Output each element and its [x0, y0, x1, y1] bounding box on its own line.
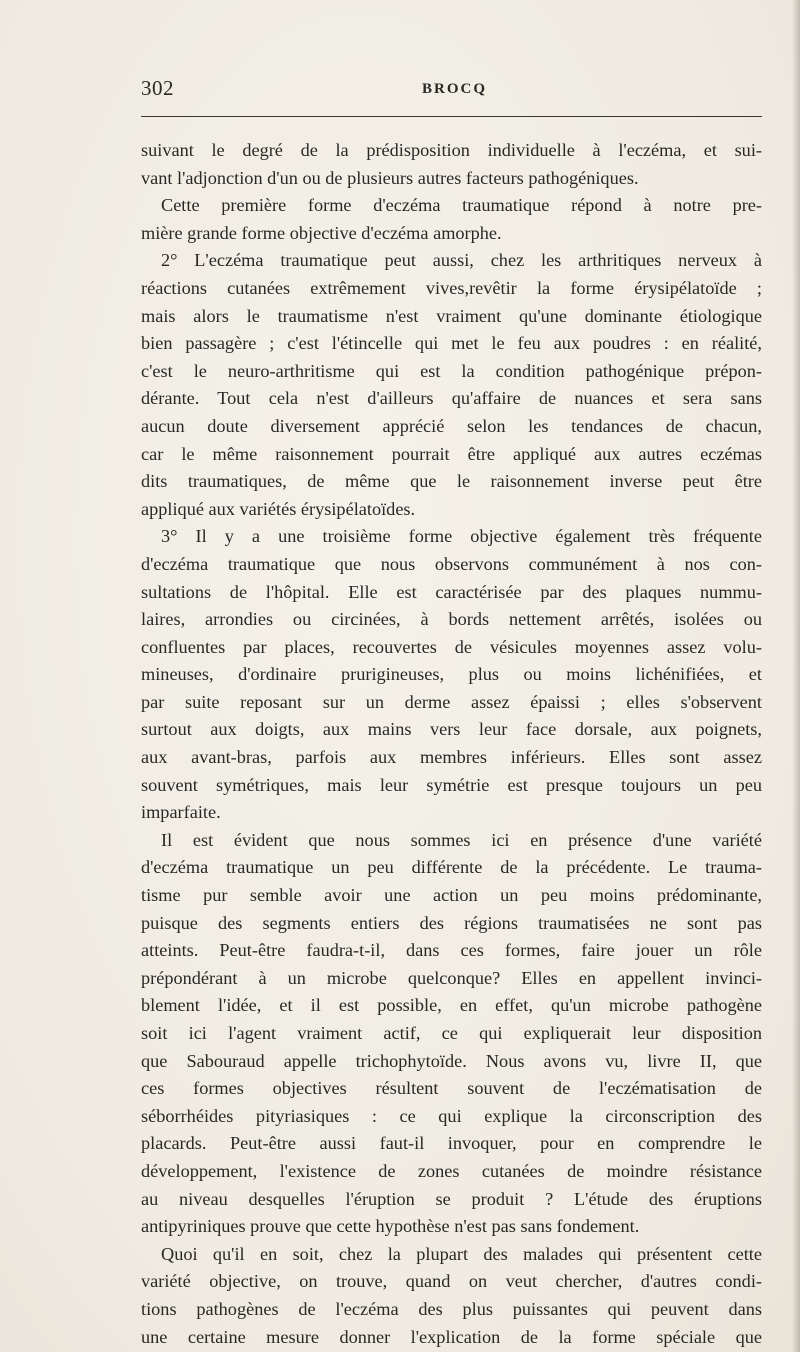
- page-number: 302: [141, 76, 174, 100]
- text-line: par suite reposant sur un derme assez épaissi ; elles s'observent: [141, 691, 762, 712]
- page-edge-shadow: [792, 0, 800, 1352]
- text-line: c'est le neuro-arthritisme qui est la condition pathogénique prépon-: [141, 360, 762, 381]
- text-line: séborrhéides pityriasiques : ce qui explique la circonscription des: [141, 1105, 762, 1126]
- text-line: mière grande forme objective d'eczéma amorphe.: [141, 222, 502, 243]
- page-header: [141, 76, 762, 106]
- text-line: d'eczéma traumatique que nous observons communément à nos con-: [141, 553, 762, 574]
- text-line: blement l'idée, et il est possible, en effet, qu'un microbe pathogène: [141, 995, 762, 1016]
- text-line: d'eczéma traumatique un peu différente de la précédente. Le trauma-: [141, 857, 762, 878]
- body-text: [141, 137, 762, 1351]
- text-line: mais alors le traumatisme n'est vraiment qu'une dominante étiologique: [141, 305, 762, 326]
- text-line: souvent symétriques, mais leur symétrie est presque toujours un peu: [141, 774, 762, 795]
- text-line: variété objective, on trouve, quand on veut chercher, d'autres condi-: [141, 1271, 762, 1292]
- text-line: surtout aux doigts, aux mains vers leur face dorsale, aux poignets,: [141, 719, 762, 740]
- text-line: puisque des segments entiers des régions traumatisées ne sont pas: [141, 912, 762, 933]
- text-line: au niveau desquelles l'éruption se produit ? L'étude des éruptions: [141, 1188, 762, 1209]
- text-line: antipyriniques prouve que cette hypothèse n'est pas sans fondement.: [141, 1216, 640, 1237]
- text-line: réactions cutanées extrêmement vives,revêtir la forme érysipélatoïde ;: [141, 277, 762, 298]
- text-line: Il est évident que nous sommes ici en présence d'une variété: [161, 829, 762, 850]
- text-line: dits traumatiques, de même que le raisonnement inverse peut être: [141, 471, 762, 492]
- text-line: prépondérant à un microbe quelconque? Elles en appellent invinci-: [141, 967, 762, 988]
- text-line: laires, arrondies ou circinées, à bords nettement arrêtés, isolées ou: [141, 609, 762, 630]
- text-line: imparfaite.: [141, 802, 221, 823]
- text-line: Cette première forme d'eczéma traumatique répond à notre pre-: [161, 195, 762, 216]
- header-rule: [141, 116, 762, 117]
- text-line: 3° Il y a une troisième forme objective également très fréquente: [161, 526, 762, 547]
- text-line: dérante. Tout cela n'est d'ailleurs qu'affaire de nuances et sera sans: [141, 388, 762, 409]
- text-line: tions pathogènes de l'eczéma des plus puissantes qui peuvent dans: [141, 1298, 762, 1319]
- text-line: Quoi qu'il en soit, chez la plupart des malades qui présentent cette: [161, 1243, 762, 1264]
- text-line: mineuses, d'ordinaire prurigineuses, plus ou moins lichénifiées, et: [141, 664, 762, 685]
- text-line: confluentes par places, recouvertes de vésicules moyennes assez volu-: [141, 636, 762, 657]
- text-line: vant l'adjonction d'un ou de plusieurs autres facteurs pathogéniques.: [141, 167, 639, 188]
- text-line: tisme pur semble avoir une action un peu moins prédominante,: [141, 885, 762, 906]
- running-head: BROCQ: [422, 81, 488, 97]
- text-line: 2° L'eczéma traumatique peut aussi, chez les arthritiques nerveux à: [161, 250, 762, 271]
- text-line: aucun doute diversement apprécié selon les tendances de chacun,: [141, 415, 762, 436]
- text-line: une certaine mesure donner l'explication de la forme spéciale que: [141, 1326, 762, 1347]
- text-line: aux avant-bras, parfois aux membres inférieurs. Elles sont assez: [141, 747, 762, 768]
- text-line: soit ici l'agent vraiment actif, ce qui expliquerait leur disposition: [141, 1023, 762, 1043]
- text-line: bien passagère ; c'est l'étincelle qui met le feu aux poudres : en réalité,: [141, 333, 762, 354]
- text-line: car le même raisonnement pourrait être appliqué aux autres eczémas: [141, 443, 762, 464]
- text-line: suivant le degré de la prédisposition individuelle à l'eczéma, et sui-: [141, 140, 762, 160]
- text-line: placards. Peut-être aussi faut-il invoquer, pour en comprendre le: [141, 1133, 762, 1154]
- text-line: ces formes objectives résultent souvent de l'eczématisation de: [141, 1078, 762, 1099]
- text-line: que Sabouraud appelle trichophytoïde. Nous avons vu, livre II, que: [141, 1050, 762, 1071]
- text-line: appliqué aux variétés érysipélatoïdes.: [141, 498, 416, 519]
- text-line: atteints. Peut-être faudra-t-il, dans ces formes, faire jouer un rôle: [141, 940, 762, 961]
- text-line: sultations de l'hôpital. Elle est caractérisée par des plaques nummu-: [141, 581, 762, 602]
- text-line: développement, l'existence de zones cutanées de moindre résistance: [141, 1160, 762, 1181]
